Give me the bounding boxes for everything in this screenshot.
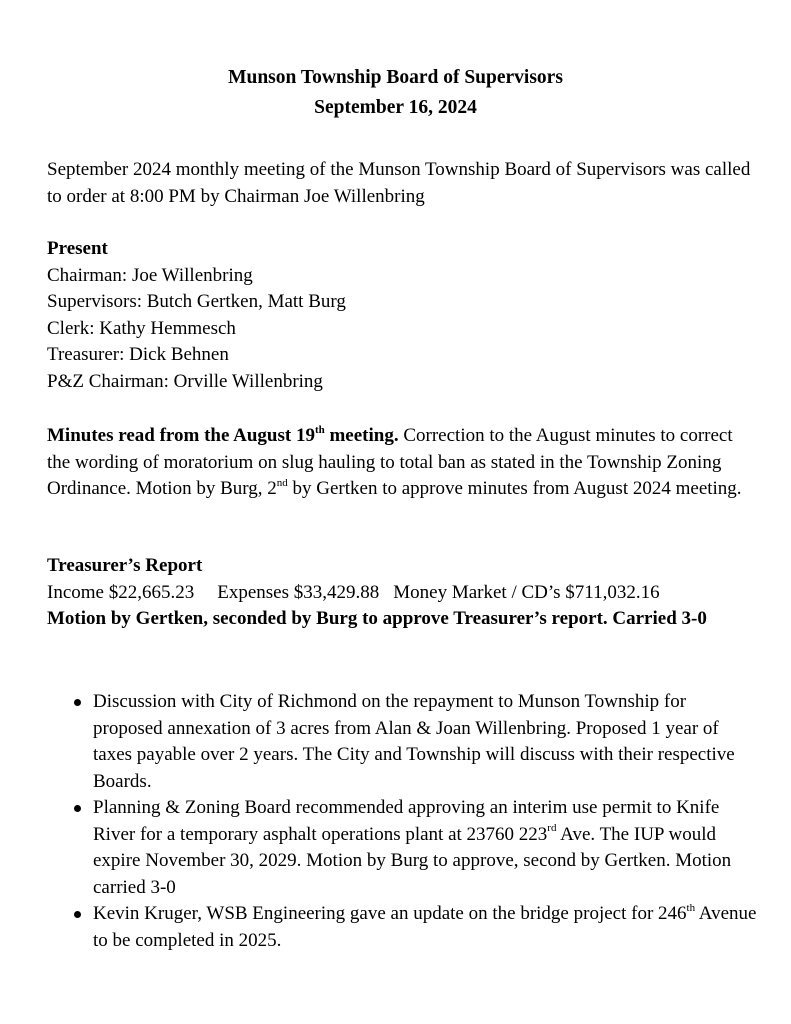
intro-paragraph (47, 157, 757, 210)
treasurer-section (47, 553, 757, 633)
bullets-section (47, 689, 757, 954)
minutes-paragraph (47, 423, 757, 503)
present-pz-chairman: P&Z Chairman: Orville Willenbring (47, 370, 323, 392)
present-chairman: Chairman: Joe Willenbring (47, 264, 253, 286)
treasurer-expenses: Expenses $33,429.88 (217, 581, 380, 603)
list-item (47, 795, 757, 901)
item-text (93, 797, 731, 898)
present-heading: Present (47, 238, 108, 259)
minutes-section (47, 423, 757, 503)
minutes-text: Correction to the August minutes to correct the wording of moratorium on slug hauling to total ban as stated in the Township Zoning Ordinance. Motion by Burg, 2 (47, 425, 733, 499)
intro-text: September 2024 monthly meeting of the Munson Township Board of Supervisors was called to order at 8:00 PM by Chairman Joe Willenbring (47, 159, 751, 207)
bullet-icon (74, 805, 81, 812)
list-item (47, 901, 757, 954)
list-item (47, 689, 757, 795)
present-treasurer: Treasurer: Dick Behnen (47, 344, 229, 365)
minutes-heading-sup: th (314, 423, 325, 436)
item-text (93, 903, 756, 951)
minutes-text-sup: nd (276, 476, 288, 489)
bullet-icon (74, 699, 81, 706)
treasurer-figures (47, 580, 757, 607)
minutes-heading-end: meeting. (324, 425, 399, 446)
item-text: Discussion with City of Richmond on the repayment to Munson Township for proposed annexation of 3 acres from Alan & Joan Willenbring. Proposed 1 year of taxes payable over 2 years. The City and Township will discuss with their respective Boards. (93, 691, 735, 792)
item-text-part: Kevin Kruger, WSB Engineering gave an update on the bridge project for 246 (93, 903, 687, 924)
item-text-sup: rd (547, 822, 557, 835)
treasurer-money-market: Money Market / CD’s $711,032.16 (393, 581, 660, 603)
treasurer-income: Income $22,665.23 (47, 581, 195, 603)
document-title: Munson Township Board of Supervisors (228, 67, 563, 88)
meeting-date: September 16, 2024 (314, 97, 477, 118)
treasurer-heading: Treasurer’s Report (47, 555, 203, 576)
item-text-sup: th (686, 901, 696, 914)
present-clerk: Clerk: Kathy Hemmesch (47, 317, 236, 339)
bullet-icon (74, 911, 81, 918)
present-section (47, 236, 757, 395)
item-text-part: Avenue to be completed in 2025. (93, 903, 757, 951)
discussion-list (47, 689, 757, 954)
present-supervisors: Supervisors: Butch Gertken, Matt Burg (47, 291, 346, 312)
minutes-text-end: by Gertken to approve minutes from August 2024 meeting. (287, 478, 742, 499)
item-text-part: Planning & Zoning Board recommended approving an interim use permit to Knife River for a temporary asphalt operations plant at 23760 223 (93, 797, 720, 845)
item-text-part: Ave. The IUP would expire November 30, 2029. Motion by Burg to approve, second by Gertken. Motion carried 3-0 (93, 823, 732, 898)
minutes-heading (47, 425, 399, 446)
treasurer-motion: Motion by Gertken, seconded by Burg to approve Treasurer’s report. Carried 3-0 (47, 608, 707, 629)
minutes-heading-text: Minutes read from the August 19 (47, 425, 315, 446)
